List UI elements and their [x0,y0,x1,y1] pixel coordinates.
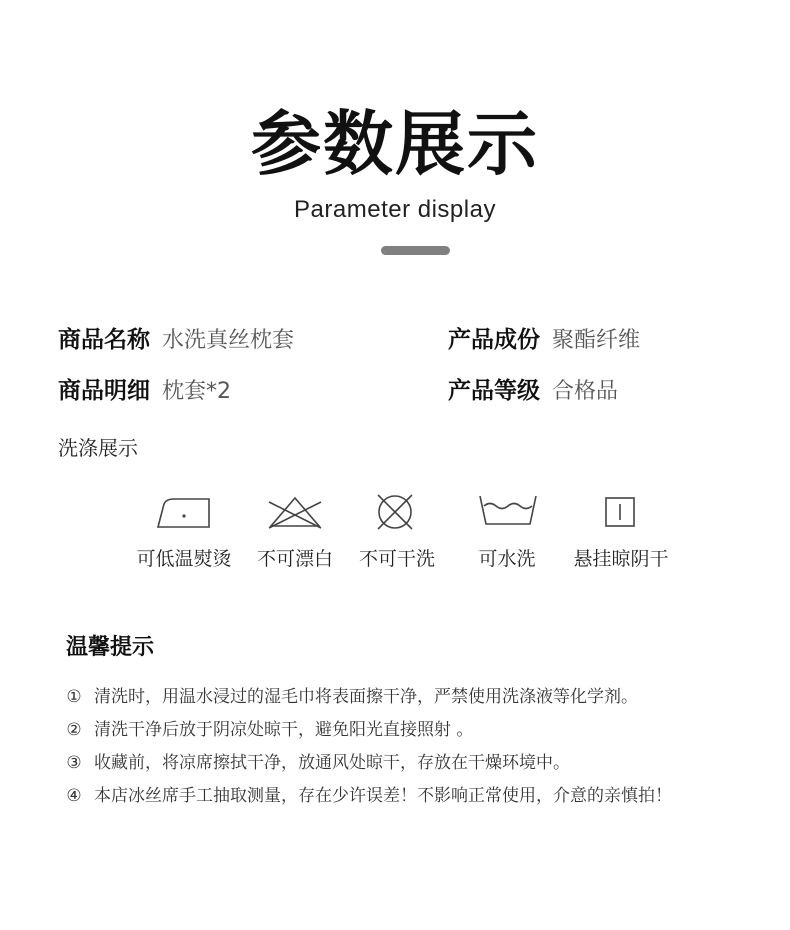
tip-number: ① [66,687,82,707]
param-value: 聚酯纤维 [552,328,641,353]
tips-title: 温馨提示 [66,635,155,660]
param-value: 合格品 [552,379,619,404]
tip-number: ③ [66,753,82,773]
tip-item [62,784,672,808]
param-details [58,376,231,407]
page-subtitle: Parameter display [294,196,496,223]
tip-text: 清洗时，用温水浸过的湿毛巾将表面擦干净，严禁使用洗涤液等化学剂。 [94,687,638,707]
wash-label-iron: 可低温熨烫 [136,548,232,570]
title-divider [381,246,450,255]
param-label: 产品等级 [448,378,540,404]
param-label: 商品明细 [58,378,150,404]
tip-item [62,685,638,709]
param-label: 商品名称 [58,327,150,353]
wash-section-label: 洗涤展示 [58,436,138,460]
washable-icon [478,490,538,530]
tip-text: 收藏前，将凉席擦拭干净，放通风处晾干，存放在干燥环境中。 [94,753,570,773]
param-composition [448,325,640,356]
tip-number: ② [66,720,82,740]
wash-label-washable: 可水洗 [478,548,536,570]
tip-text: 本店冰丝席手工抽取测量，存在少许误差！不影响正常使用，介意的亲慎拍！ [94,786,672,806]
hang-dry-shade-icon [598,490,642,534]
page-title: 参数展示 [251,103,539,185]
tip-item [62,751,570,775]
wash-item-iron [124,490,244,530]
wash-item-hang-dry [560,490,680,534]
iron-low-temp-icon [154,490,214,530]
tip-number: ④ [66,786,82,806]
param-grade [448,376,618,407]
wash-label-no-dry-clean: 不可干洗 [358,548,435,570]
wash-label-hang-dry: 悬挂晾阴干 [573,548,669,570]
wash-label-no-bleach: 不可漂白 [256,548,333,570]
param-value: 水洗真丝枕套 [162,328,295,353]
no-dry-clean-icon [373,490,417,534]
param-value: 枕套*2 [162,379,231,404]
param-label: 产品成份 [448,327,540,353]
wash-item-no-dry-clean [335,490,455,534]
no-bleach-icon [265,490,325,530]
param-product-name [58,325,294,356]
tip-item [62,718,473,742]
tip-text: 清洗干净后放于阴凉处晾干，避免阳光直接照射 。 [94,720,474,740]
wash-item-washable [448,490,568,530]
